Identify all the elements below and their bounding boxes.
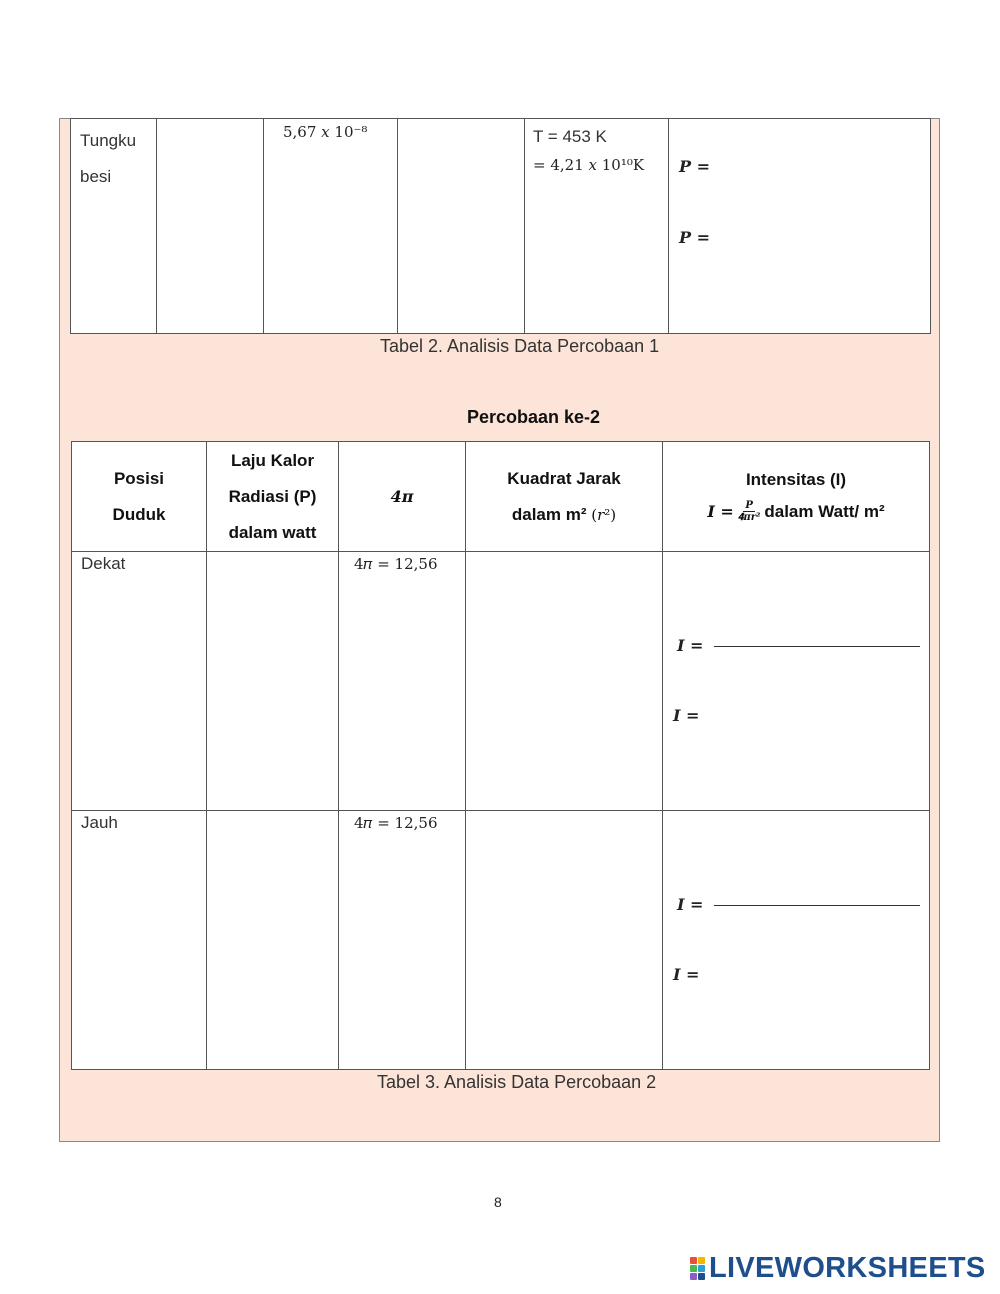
position-label: Jauh	[81, 813, 118, 832]
logo-block-4	[698, 1265, 705, 1272]
fourpi-value: 4𝜋 = 12,56	[354, 814, 438, 832]
cell-power-input[interactable]	[207, 811, 339, 1070]
header-power	[207, 442, 339, 552]
header-fourpi-text: 4π	[390, 486, 414, 506]
cell-empty-2[interactable]	[398, 119, 525, 334]
header-intensity-line1: Intensitas (I)	[745, 470, 847, 489]
intensity-line2: 𝑰 =	[673, 965, 700, 984]
header-position-line2: Duduk	[112, 504, 166, 524]
table-2-caption: Tabel 2. Analisis Data Percobaan 1	[380, 336, 660, 356]
logo-block-3	[690, 1265, 697, 1272]
intensity-fraction-line	[714, 646, 920, 647]
intensity-fraction-line	[714, 905, 920, 906]
intensity-line1-lhs: 𝑰 =	[677, 636, 704, 655]
cell-position	[72, 552, 207, 811]
cell-power[interactable]	[669, 119, 931, 334]
temperature-line2: = 4,21 𝑥 10¹⁰K	[533, 156, 645, 174]
cell-fourpi	[339, 811, 466, 1070]
position-label: Dekat	[81, 554, 126, 573]
power-formula-line2: 𝑷 =	[679, 228, 711, 247]
cell-temperature	[525, 119, 669, 334]
header-distance-symbol: (𝑟²)	[591, 505, 617, 524]
fourpi-value: 4𝜋 = 12,56	[354, 555, 438, 573]
intensity-formula-lhs: 𝑰 =	[707, 502, 734, 521]
cell-fourpi	[339, 552, 466, 811]
cell-distance-input[interactable]	[466, 552, 663, 811]
cell-distance-input[interactable]	[466, 811, 663, 1070]
cell-position	[72, 811, 207, 1070]
intensity-unit: dalam Watt/ m²	[764, 501, 885, 521]
object-name-line1: Tungku	[80, 131, 137, 150]
cell-intensity[interactable]	[663, 552, 930, 811]
sigma-value: 5,67 𝑥 10⁻⁸	[283, 123, 368, 141]
header-position-line1: Posisi	[113, 468, 165, 488]
intensity-fraction	[738, 500, 761, 523]
header-position	[72, 442, 207, 552]
table-row	[71, 119, 931, 334]
intensity-line1	[673, 636, 929, 656]
table-2	[70, 118, 931, 334]
header-power-line2: Radiasi (P)	[228, 486, 317, 506]
liveworksheets-logo[interactable]	[690, 1252, 986, 1285]
cell-empty-1[interactable]	[157, 119, 264, 334]
header-distance-unit: dalam m²	[511, 504, 587, 524]
header-distance-line1: Kuadrat Jarak	[507, 468, 621, 488]
cell-sigma	[264, 119, 398, 334]
table-3-title: Percobaan ke-2	[467, 407, 601, 427]
header-power-line1: Laju Kalor	[230, 450, 315, 470]
table-3-caption: Tabel 3. Analisis Data Percobaan 2	[377, 1072, 657, 1092]
logo-block-5	[690, 1273, 697, 1280]
header-fourpi	[339, 442, 466, 552]
liveworksheets-logo-icon	[690, 1257, 705, 1280]
cell-object	[71, 119, 157, 334]
intensity-line1	[673, 895, 929, 915]
page-number: 8	[494, 1194, 502, 1210]
cell-intensity[interactable]	[663, 811, 930, 1070]
table-row	[72, 811, 930, 1070]
cell-power-input[interactable]	[207, 552, 339, 811]
table-3	[71, 441, 930, 1070]
logo-text: LIVEWORKSHEETS	[709, 1252, 986, 1284]
header-power-line3: dalam watt	[228, 522, 317, 542]
header-distance-line2	[466, 497, 662, 533]
logo-block-1	[690, 1257, 697, 1264]
header-distance	[466, 442, 663, 552]
intensity-line2: 𝑰 =	[673, 706, 700, 725]
object-name-line2: besi	[80, 167, 112, 186]
header-intensity-formula	[663, 500, 929, 523]
power-formula-line1: 𝑷 =	[679, 157, 711, 176]
intensity-line1-lhs: 𝑰 =	[677, 895, 704, 914]
logo-block-6	[698, 1273, 705, 1280]
header-intensity	[663, 442, 930, 552]
intensity-fraction-denominator: 𝟒𝝅𝒓²	[737, 512, 761, 523]
logo-block-2	[698, 1257, 705, 1264]
intensity-fraction-numerator: 𝑷	[745, 500, 753, 511]
table-header-row	[72, 442, 930, 552]
temperature-line1: T = 453 K	[533, 127, 607, 146]
table-row	[72, 552, 930, 811]
